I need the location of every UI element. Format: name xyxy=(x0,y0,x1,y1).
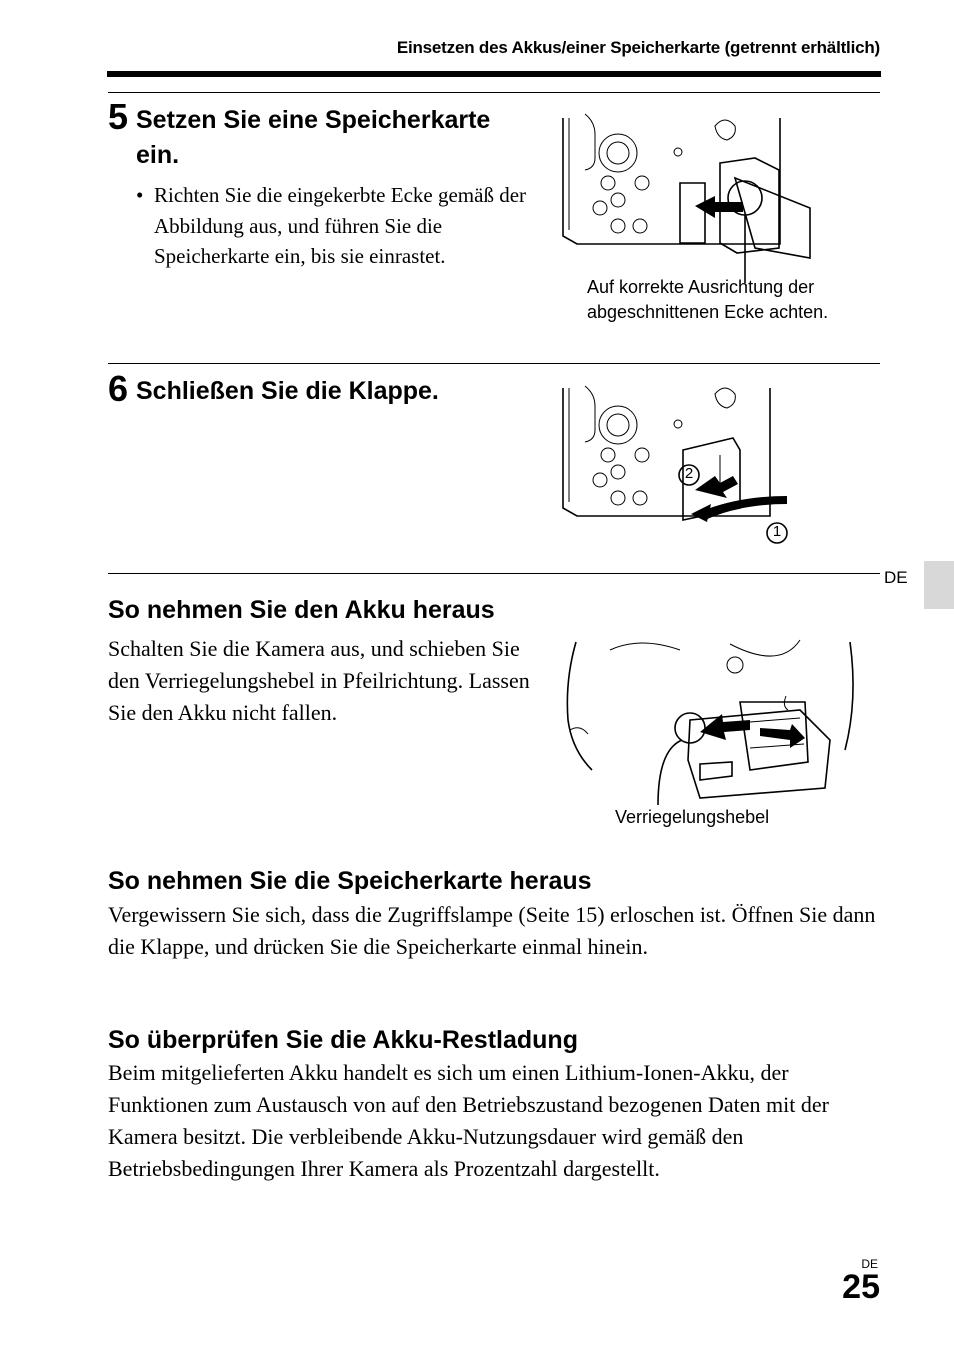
check-battery-text: Beim mitgelieferten Akku handelt es sich um einen Lithium-Ionen-Akku, der Funktionen zum Austausch von auf den Betriebszustand bezogenen Daten mit der Kamera besitzt. Die verbleibende Akku-Nutzungsdauer wird gemäß den Betriebsbedingungen Ihrer Kamera als Prozentzahl dargestellt. xyxy=(108,1060,829,1181)
step-5-number: 5 xyxy=(108,96,129,137)
insert-card-illustration xyxy=(555,108,830,278)
language-tab-label: DE xyxy=(884,568,908,587)
page-number: 25 xyxy=(842,1268,880,1306)
remove-card-text: Vergewissern Sie sich, dass die Zugriffslampe (Seite 15) erloschen ist. Öffnen Sie dann die Klappe, und drücken Sie die Speicherkarte einmal hinein. xyxy=(108,902,876,959)
remove-battery-title: So nehmen Sie den Akku heraus xyxy=(108,596,495,624)
section-divider xyxy=(108,573,880,574)
section-divider xyxy=(108,363,880,364)
section-divider xyxy=(108,92,880,93)
callout-2-label: 2 xyxy=(684,465,694,482)
step-5-bullet-text: Richten Sie die eingekerbte Ecke gemäß der Abbildung aus, und führen Sie die Speicherkarte ein, bis sie einrastet. xyxy=(154,183,527,268)
step-6-number: 6 xyxy=(108,368,129,409)
page-language-label: DE xyxy=(861,1257,878,1271)
battery-removal-illustration xyxy=(560,640,860,800)
step-6-title: Schließen Sie die Klappe. xyxy=(136,377,439,405)
language-tab xyxy=(924,561,954,609)
close-door-illustration xyxy=(555,380,795,550)
battery-lock-lever-caption: Verriegelungshebel xyxy=(615,807,770,827)
header-rule xyxy=(107,71,881,77)
step-5-bullet: • Richten Sie die eingekerbte Ecke gemäß der Abbildung aus, und führen Sie die Speicherkarte ein, bis sie einrastet. xyxy=(136,183,527,268)
remove-card-title: So nehmen Sie die Speicherkarte heraus xyxy=(108,867,592,895)
insert-card-caption: Auf korrekte Ausrichtung der abgeschnittenen Ecke achten. xyxy=(587,277,829,322)
callout-1-label: 1 xyxy=(772,523,782,540)
remove-battery-text: Schalten Sie die Kamera aus, und schieben Sie den Verriegelungshebel in Pfeilrichtung. Lassen Sie den Akku nicht fallen. xyxy=(108,636,530,725)
check-battery-title: So überprüfen Sie die Akku-Restladung xyxy=(108,1026,578,1054)
step-5-title: Setzen Sie eine Speicherkarte ein. xyxy=(136,106,491,169)
running-title: Einsetzen des Akkus/einer Speicherkarte (getrennt erhältlich) xyxy=(396,38,880,57)
